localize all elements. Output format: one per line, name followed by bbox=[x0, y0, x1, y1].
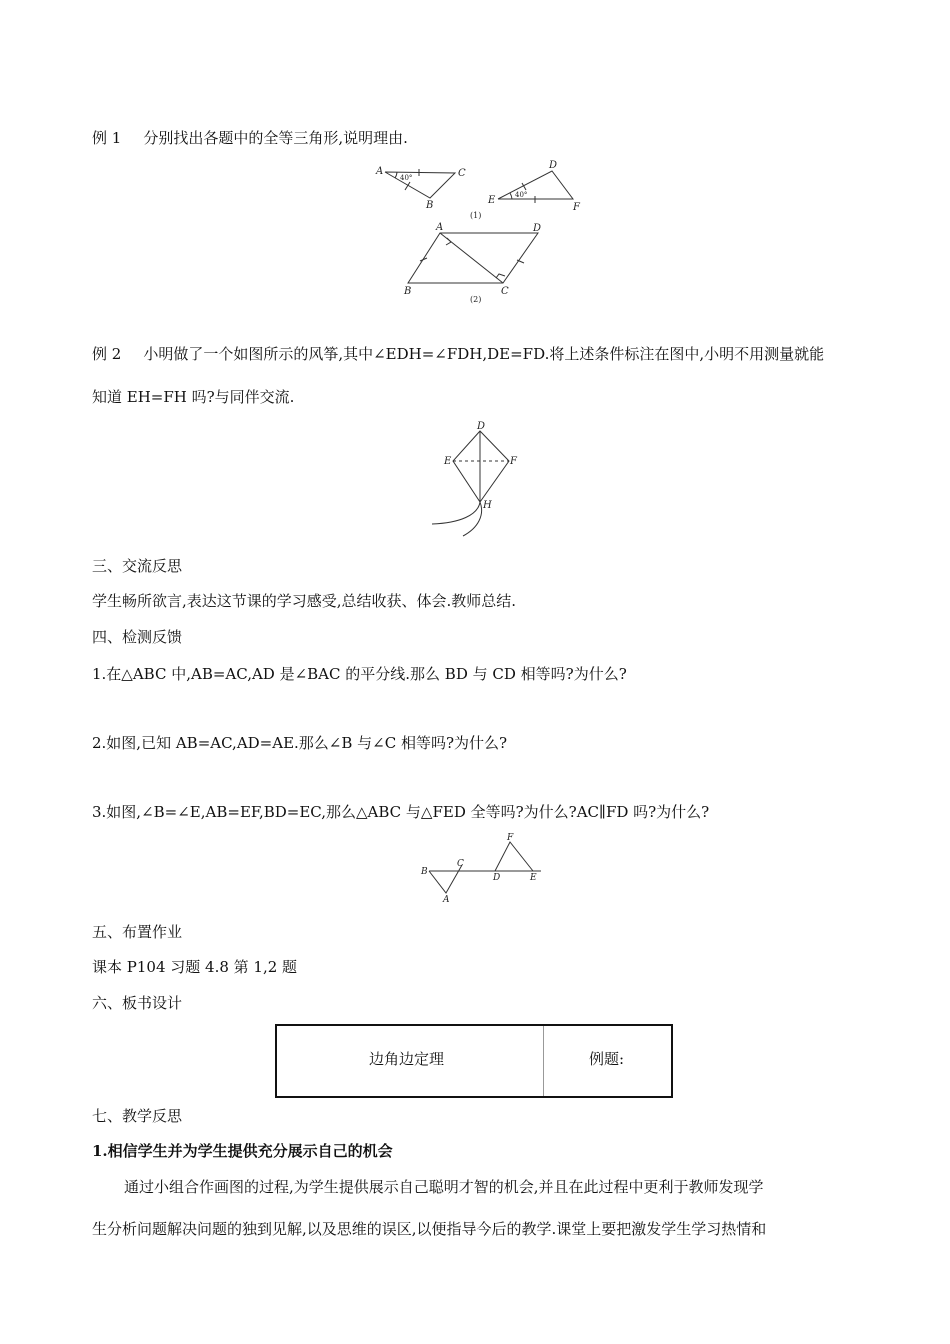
example2-text-line1: 小明做了一个如图所示的风筝,其中∠EDH=∠FDH,DE=FD.将上述条件标注在图中,小明不用测量就能 bbox=[143, 345, 825, 363]
example1-text: 分别找出各题中的全等三角形,说明理由. bbox=[143, 129, 408, 147]
point-d-1: D bbox=[549, 160, 558, 171]
point-c-q3: C bbox=[457, 859, 464, 869]
example2-heading: 例 2 bbox=[92, 345, 122, 363]
section3-text: 学生畅所欲言,表达这节课的学习感受,总结收获、体会.教师总结. bbox=[92, 592, 517, 610]
section3-title: 三、交流反思 bbox=[92, 557, 183, 575]
kite-outline bbox=[453, 431, 509, 502]
point-d-kite: D bbox=[477, 421, 486, 432]
point-f-kite: F bbox=[510, 456, 517, 467]
example1-figure-2 bbox=[400, 222, 560, 307]
section7-para-line1: 通过小组合作画图的过程,为学生提供展示自己聪明才智的机会,并且在此过程中更利于教师发现学 bbox=[124, 1178, 764, 1196]
example1-figure-1 bbox=[370, 158, 590, 223]
angle-label-2: 40° bbox=[515, 191, 528, 199]
board-design-table bbox=[275, 1024, 673, 1098]
point-c-2: C bbox=[501, 286, 509, 297]
question3-figure bbox=[415, 830, 545, 905]
board-right-cell: 例题: bbox=[589, 1050, 625, 1068]
parallelogram-abcd bbox=[408, 233, 538, 283]
section6-title: 六、板书设计 bbox=[92, 994, 183, 1012]
section7-subheading: 1.相信学生并为学生提供充分展示自己的机会 bbox=[92, 1142, 393, 1160]
section4-q1: 1.在△ABC 中,AB=AC,AD 是∠BAC 的平分线.那么 BD 与 CD 相等吗?为什么? bbox=[92, 665, 627, 683]
section4-q3: 3.如图,∠B=∠E,AB=EF,BD=EC,那么△ABC 与△FED 全等吗?为什么?AC∥FD 吗?为什么? bbox=[92, 803, 710, 821]
example2-line1 bbox=[92, 344, 824, 364]
board-divider bbox=[543, 1026, 544, 1096]
fig2-caption: (2) bbox=[470, 295, 482, 304]
point-b-2: B bbox=[404, 286, 412, 297]
triangle-def-right bbox=[498, 171, 573, 199]
example1-heading: 例 1 bbox=[92, 129, 122, 147]
kite-tail-1 bbox=[432, 502, 480, 524]
point-f-1: F bbox=[573, 202, 580, 213]
right-angle-c bbox=[496, 274, 505, 278]
kite-figure bbox=[430, 420, 530, 540]
fig1-caption: (1) bbox=[470, 211, 482, 220]
point-a-2: A bbox=[436, 222, 444, 233]
section5-title: 五、布置作业 bbox=[92, 923, 183, 941]
angle-arc-e bbox=[510, 193, 512, 199]
point-d-q3: D bbox=[493, 873, 501, 883]
board-left-cell: 边角边定理 bbox=[369, 1050, 445, 1068]
point-c-1: C bbox=[458, 168, 466, 179]
point-e-q3: E bbox=[530, 873, 537, 883]
right-angle-a bbox=[446, 238, 451, 245]
example1-line bbox=[92, 128, 408, 148]
section7-title: 七、教学反思 bbox=[92, 1107, 183, 1125]
point-e-kite: E bbox=[444, 456, 452, 467]
example2-line2: 知道 EH=FH 吗?与同伴交流. bbox=[92, 388, 295, 406]
section7-para-line2: 生分析问题解决问题的独到见解,以及思维的误区,以便指导今后的教学.课堂上要把激发学生学习热情和 bbox=[92, 1220, 767, 1238]
point-d-2: D bbox=[533, 223, 542, 234]
point-f-q3: F bbox=[507, 833, 514, 843]
angle-arc-a bbox=[395, 172, 397, 178]
point-e-1: E bbox=[488, 195, 496, 206]
point-h-kite: H bbox=[483, 500, 492, 511]
angle-label-1: 40° bbox=[400, 174, 413, 182]
section4-q2: 2.如图,已知 AB=AC,AD=AE.那么∠B 与∠C 相等吗?为什么? bbox=[92, 734, 508, 752]
section4-title: 四、检测反馈 bbox=[92, 628, 183, 646]
point-a-q3: A bbox=[443, 895, 450, 905]
point-a-1: A bbox=[376, 166, 384, 177]
section5-text: 课本 P104 习题 4.8 第 1,2 题 bbox=[92, 958, 298, 976]
triangle-fde-lines bbox=[495, 842, 533, 871]
point-b-q3: B bbox=[421, 867, 428, 877]
triangle-abc-left bbox=[385, 172, 455, 198]
triangle-abc-lines bbox=[429, 865, 462, 893]
point-b-1: B bbox=[426, 200, 434, 211]
